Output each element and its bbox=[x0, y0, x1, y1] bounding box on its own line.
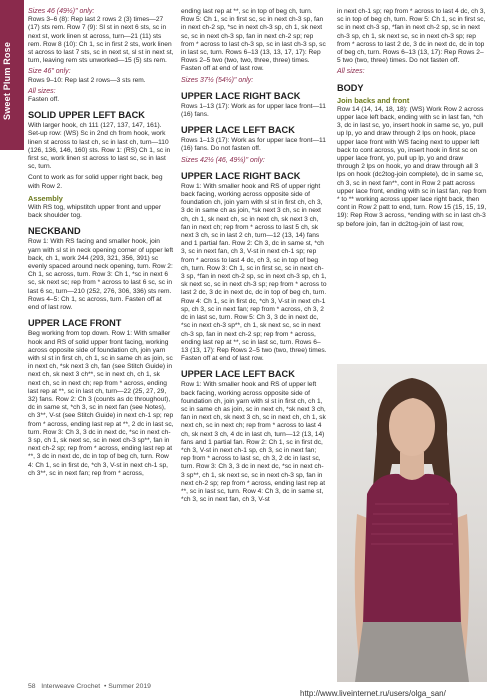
instructions: Beg working from top down. Row 1: With smaller hook and RS of solid upper front facing, working across opposite side of foundation ch, join yarn with sl st in first ch, ch 1, sc in same ch as join, sc in next ch, *sk next 3 ch, fan (see Stitch Guide) in next ch, sk next 3 ch**, sc in next ch, ch 1, sk next ch, sc in next ch; rep from * across, ending last rep at **, sc in last ch, turn—22 (25, 27, 29, 32) fans. Row 2: Ch 3 (counts as dc throughout), dc in same st, *ch 3, sc in next fan (see Notes), ch 3**, V-st (see Stitch Guide) in next ch-1 sp; rep from * across, ending last rep at **, 2 dc in last sc, turn. Row 3: Ch 3, 3 dc in next dc, *sc in next ch-3 sp, ch 1, sk next sc, sc in next ch-3 sp**, fan in next ch-2 sp; rep from * across, ending last rep at **, 3 dc in next dc, dc in top of beg ch, turn. Row 4: Ch 1, sc in first dc, *ch 3, V-st in next ch-1 sp, ch 3**, sc in next fan; rep from * across, bbox=[28, 330, 174, 477]
column-2 bbox=[181, 8, 327, 507]
subheading: Join backs and front bbox=[337, 95, 410, 105]
instructions: ending last rep at **, sc in top of beg ch, turn. Row 5: Ch 1, sc in first sc, sc in next ch-3 sp, fan in next ch-2 sp, *sc in next ch-3 sp, ch 1, sk next sc, sc in next ch-3 sp, fan in next ch-2 sp; rep from * across to last ch-3 sp, sc in last ch-3 sp, sc in last sc, turn. Rows 6–13 (13, 13, 17, 17): Rep Rows 2–5 two (two, two, three, three) times. Fasten off at end of last row. bbox=[181, 8, 326, 73]
section-heading: NECKBAND bbox=[28, 226, 81, 237]
instructions: Fasten off. bbox=[28, 96, 60, 104]
size-note: Sizes 46 (49½)" only: bbox=[28, 8, 95, 15]
page-number: 58 bbox=[28, 683, 36, 690]
section-heading: UPPER LACE RIGHT BACK bbox=[181, 170, 301, 181]
issue-season: Summer 2019 bbox=[108, 683, 151, 690]
publication-name: Interweave Crochet bbox=[41, 683, 101, 690]
instructions: Row 1: With RS facing and smaller hook, join yarn with sl st in neck opening corner of upper left back, ch 1, work 244 (293, 321, 356, 391) sc evenly spaced around neck opening, turn. Row 2: Ch 1, sc across, turn. Row 3: Ch 1, *sc in next 6 sc, sk next sc; rep from * across to last 6 sc, sc in last 6 sc, turn—210 (252, 276, 306, 336) sts rem. Rows 4–5: Ch 1, sc across, turn. Fasten off at end of last row. bbox=[28, 238, 174, 312]
sidebar-tab bbox=[0, 0, 24, 150]
model-photo bbox=[337, 364, 487, 682]
size-note: All sizes: bbox=[337, 68, 365, 76]
size-note: All sizes: bbox=[28, 87, 56, 95]
page-footer: 58 Interweave Crochet • Summer 2019 bbox=[28, 683, 151, 690]
section-heading: UPPER LACE RIGHT BACK bbox=[181, 90, 301, 101]
instructions: Rows 1–13 (17): Work as for upper lace front—11 (16) fans. bbox=[181, 102, 326, 119]
instructions: Row 1: With smaller hook and RS of upper right back facing, working across opposite side of foundation ch, join yarn with sl st in first ch, ch 3, 3 dc in same ch as join, *sk next 3 ch, sc in next ch, ch 1, sk next ch, sc in next ch, sk next 3 ch, fan in next ch; rep from * across to last 5 ch, sk next 3 ch, sc in last 2 ch, turn—12 (13, 14) fans and 1 partial fan. Row 2: Ch 3, dc in same st, *ch 3, sc in next fan, ch 3, V-st in next ch-1 sp; rep from * across to last 4 dc, ch 3, sc in top of beg ch, turn. Row 3: Ch 1, sc in first sc, sc in next ch-3 sp, *fan in next ch-2 sp, sc in next ch-3 sp, ch 1, sk next sc, sc in next ch-3 sp; rep from * across to last 2 dc, 3 dc in next dc, dc in top of beg ch, turn. Row 4: Ch 1, sc in first dc, *ch 3, V-st in next ch-1 sp, ch 3, sc in next fan; rep from * across, ch 3, 2 dc in last sc, turn. Row 5: Ch 3, 3 dc in next dc, *sc in next ch-3 sp**, ch 1, sk next sc, sc in next ch-3 sp, fan in next ch-2 sp; rep from * across, ending last rep at **, sc in last sc, turn. Rows 6–13 (13, 17): Rep Rows 2–5 two (two, three) times. Fasten off at end of last row. bbox=[181, 182, 327, 363]
instructions: Rows 9–10: Rep last 2 rows—3 sts rem. bbox=[28, 76, 146, 84]
instructions: Row 14 (14, 14, 18, 18): (WS) Work Row 2 across upper lace left back, ending with sc in last fan, *ch 3, dc in last sc, yo, insert hook in same sc, yo, pull up lp, yo and draw through 2 lps on hook, place upper lace front with WS facing next to upper left back to cont across, yo, insert hook in first sc on upper lace front, yo, pull up lp, yo and draw through 2 lps on hook, yo and draw through all 3 lps on hook (dc2tog-join complete), dc in same sc, ch 3, sc in next fan**, cont in Row 2 patt across upper lace front, ending with sc in last fan, rep from * to ** working across upper lace right back, then cont in Row 2 patt to end, turn. Row 15 (15, 15, 19, 19): Rep Row 3 across, *ending with sc in last ch-3 sp before join, fan in dc2tog-join of last row, bbox=[337, 105, 487, 228]
size-note: Sizes 37½ (54½)" only: bbox=[181, 76, 254, 84]
instructions: Rows 3–6 (8): Rep last 2 rows 2 (3) times—27 (17) sts rem. Row 7 (9): Sl st in next 6 sts, sc in next st, work linen st across, turn—21 (11) sts rem. Row 8 (10): Ch 1, sc in first 2 sts, work linen st across to last 7 sts, sc in next st, sl st in next st, turn, leaving rem sts unworked—15 (5) sts rem. bbox=[28, 16, 174, 65]
subheading: Assembly bbox=[28, 193, 63, 203]
column-3 bbox=[337, 8, 487, 232]
model-illustration bbox=[337, 364, 487, 682]
size-note: Size 46" only: bbox=[28, 68, 71, 76]
section-heading: UPPER LACE LEFT BACK bbox=[181, 125, 295, 136]
section-heading: SOLID UPPER LEFT BACK bbox=[28, 110, 145, 121]
instructions: Row 1: With smaller hook and RS of upper left back facing, working across opposite side of foundation ch, join yarn with sl st in first ch, ch 1, sc in same ch as join, sc in next ch, *sk next 3 ch, fan in next ch, sk next 3 ch, sc in next ch, ch 1, sk next ch, sc in next ch; rep from * across to last 4 ch, sk next 3 ch, 4 dc in last ch, turn—12 (13, 14) fans and 1 partial fan. Row 2: Ch 1, sc in first dc, *ch 3, V-st in next ch-1 sp, ch 3, sc in next fan; rep from * across to last sc, ch 3, 2 dc in last sc, turn. Row 3: Ch 3, 3 dc in next dc, *sc in next ch-3 sp**, ch 1, sk next sc, sc in next ch-3 sp, fan in next ch-2 sp; rep from * across, ending last rep at **, sc in last sc, turn. Row 4: Ch 3, dc in same st, *ch 3, sc in next fan, ch 3, V-st bbox=[181, 381, 326, 504]
section-heading: UPPER LACE LEFT BACK bbox=[181, 369, 295, 380]
size-note: Sizes 42½ (46, 49¼)" only: bbox=[181, 156, 265, 164]
instructions: With RS tog, whipstitch upper front and upper back shoulder tog. bbox=[28, 204, 162, 220]
instructions: With larger hook, ch 111 (127, 137, 147, 161). Set-up row: (WS) Sc in 2nd ch from hook, work linen st across to last ch, sc in last ch, turn—110 (126, 136, 146, 160) sts. Row 1: (RS) Ch 1, sc in first sc, work linen st across to last sc, sc in last sc, turn. bbox=[28, 122, 171, 171]
instructions: in next ch-1 sp; rep from * across to last 4 dc, ch 3, sc in top of beg ch, turn. Row 5: Ch 1, sc in first sc, sc in next ch-3 sp, *fan in next ch-2 sp, sc in next ch-3 sp, ch 1, sk next sc, sc in next ch-3 sp; rep from * across to last 2 dc, 3 dc in next dc, dc in top of beg ch, turn. Rows 6–13 (13, 17): Rep Rows 2–5 two (two, three) times. Do not fasten off. bbox=[337, 8, 486, 65]
section-heading: BODY bbox=[337, 82, 364, 93]
column-1 bbox=[28, 8, 174, 481]
watermark-url[interactable]: http://www.liveinternet.ru/users/olga_san/ bbox=[300, 689, 446, 698]
section-heading: UPPER LACE FRONT bbox=[28, 318, 122, 329]
instructions: Rows 1–13 (17): Work as for upper lace front—11 (16) fans. Do not fasten off. bbox=[181, 137, 326, 153]
instructions: Cont to work as for solid upper right back, beg with Row 2. bbox=[28, 174, 163, 190]
sidebar-label: Sweet Plum Rose bbox=[2, 41, 12, 120]
